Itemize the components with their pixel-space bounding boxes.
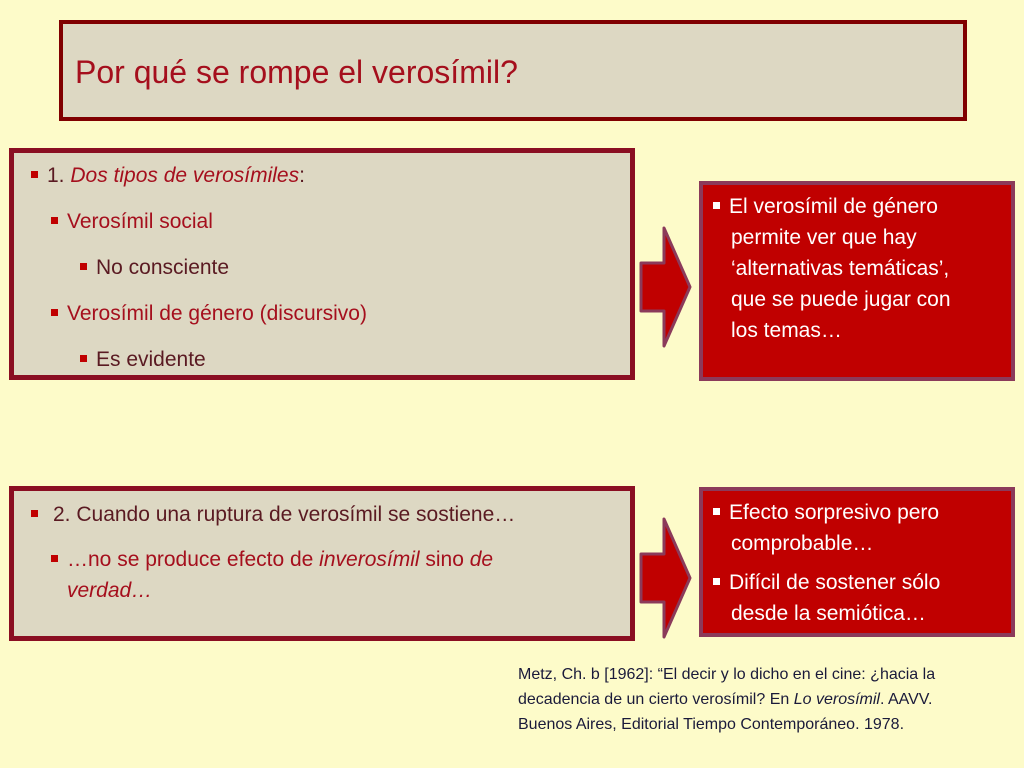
- slide-title: Por qué se rompe el verosímil?: [75, 54, 518, 90]
- list-item: El verosímil de género: [713, 191, 938, 222]
- square-bullet-icon: [713, 202, 720, 209]
- list-item: Efecto sorpresivo pero: [713, 497, 939, 528]
- list-item: 1. Dos tipos de verosímiles:: [31, 160, 305, 191]
- citation-line: Metz, Ch. b [1962]: “El decir y lo dicho en el cine: ¿hacia la: [518, 666, 936, 683]
- effect-note: [699, 487, 1015, 637]
- list-item-continuation: permite ver que hay: [731, 226, 917, 249]
- square-bullet-icon: [80, 263, 87, 270]
- citation-line: decadencia de un cierto verosímil? En Lo verosímil. AAVV.: [518, 691, 933, 708]
- right-arrow-icon: [638, 225, 694, 349]
- list-item-continuation: que se puede jugar con: [731, 288, 951, 311]
- list-item-continuation: los temas…: [731, 319, 842, 342]
- list-item-continuation: verdad…: [67, 579, 153, 602]
- square-bullet-icon: [713, 508, 720, 515]
- square-bullet-icon: [51, 555, 58, 562]
- title-box: [59, 20, 967, 121]
- list-item: …no se produce efecto de inverosímil sino de: [51, 544, 493, 575]
- list-item-continuation: ‘alternativas temáticas’,: [731, 257, 950, 280]
- genre-verisimilitude-note: [699, 181, 1015, 381]
- square-bullet-icon: [51, 309, 58, 316]
- list-item-continuation: desde la semiótica…: [731, 602, 926, 625]
- right-arrow-icon: [638, 516, 694, 640]
- square-bullet-icon: [80, 355, 87, 362]
- rupture-box: [9, 486, 635, 641]
- citation: [518, 662, 998, 737]
- citation-line: Buenos Aires, Editorial Tiempo Contemporáneo. 1978.: [518, 716, 905, 733]
- list-item: Verosímil de género (discursivo): [51, 298, 367, 329]
- list-item: Es evidente: [80, 344, 206, 375]
- square-bullet-icon: [713, 578, 720, 585]
- square-bullet-icon: [51, 217, 58, 224]
- list-item: Difícil de sostener sólo: [713, 567, 940, 598]
- list-item-continuation: comprobable…: [731, 532, 874, 555]
- types-of-verisimilitude-box: [9, 148, 635, 380]
- list-item: No consciente: [80, 252, 229, 283]
- list-item: Verosímil social: [51, 206, 213, 237]
- list-item: 2. Cuando una ruptura de verosímil se sostiene…: [31, 499, 515, 530]
- square-bullet-icon: [31, 510, 38, 517]
- square-bullet-icon: [31, 171, 38, 178]
